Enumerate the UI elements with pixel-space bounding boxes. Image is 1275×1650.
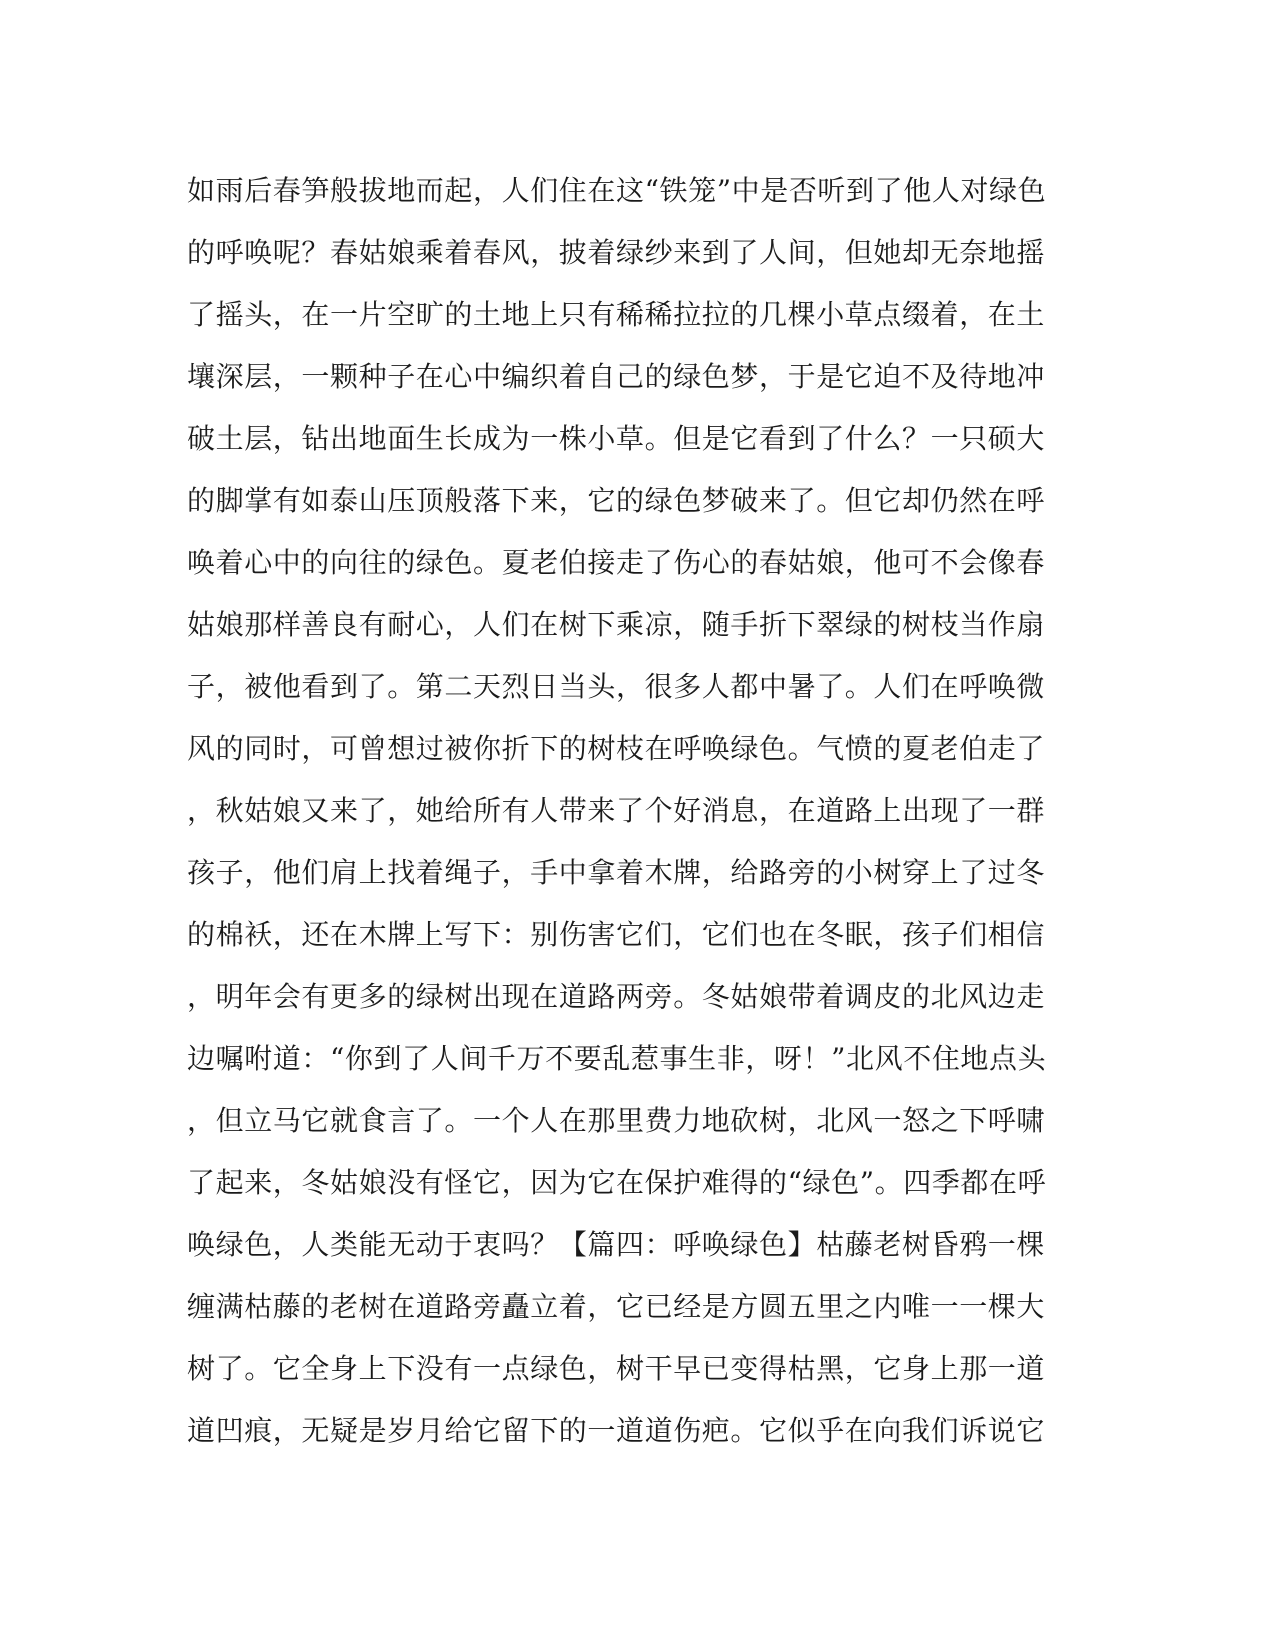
text-line: 唤着心中的向往的绿色。夏老伯接走了伤心的春姑娘，他可不会像春 (187, 546, 1046, 579)
text-line: 子，被他看到了。第二天烈日当头，很多人都中暑了。人们在呼唤微 (187, 670, 1046, 703)
text-line: 如雨后春笋般拔地而起，人们住在这“铁笼”中是否听到了他人对绿色 (187, 174, 1047, 207)
text-line: 树了。它全身上下没有一点绿色，树干早已变得枯黑，它身上那一道 (187, 1352, 1046, 1385)
text-line: 了起来，冬姑娘没有怪它，因为它在保护难得的“绿色”。四季都在呼 (187, 1166, 1047, 1199)
text-line: 了摇头，在一片空旷的土地上只有稀稀拉拉的几棵小草点缀着，在土 (187, 298, 1046, 331)
text-line: 道凹痕，无疑是岁月给它留下的一道道伤疤。它似乎在向我们诉说它 (187, 1414, 1046, 1447)
body-text (187, 160, 1047, 1462)
text-line: ，但立马它就食言了。一个人在那里费力地砍树，北风一怒之下呼啸 (187, 1104, 1046, 1137)
text-line: 唤绿色，人类能无动于衷吗？【篇四：呼唤绿色】枯藤老树昏鸦一棵 (187, 1228, 1046, 1261)
text-line: 缠满枯藤的老树在道路旁矗立着，它已经是方圆五里之内唯一一棵大 (187, 1290, 1046, 1323)
text-line: 的呼唤呢？春姑娘乘着春风，披着绿纱来到了人间，但她却无奈地摇 (187, 236, 1046, 269)
text-line: 的脚掌有如泰山压顶般落下来，它的绿色梦破来了。但它却仍然在呼 (187, 484, 1046, 517)
text-line: ，秋姑娘又来了，她给所有人带来了个好消息，在道路上出现了一群 (187, 794, 1046, 827)
text-line: ，明年会有更多的绿树出现在道路两旁。冬姑娘带着调皮的北风边走 (187, 980, 1046, 1013)
text-line: 破土层，钻出地面生长成为一株小草。但是它看到了什么？一只硕大 (187, 422, 1046, 455)
text-line: 孩子，他们肩上找着绳子，手中拿着木牌，给路旁的小树穿上了过冬 (187, 856, 1046, 889)
text-line: 的棉袄，还在木牌上写下：别伤害它们，它们也在冬眠，孩子们相信 (187, 918, 1046, 951)
text-line: 风的同时，可曾想过被你折下的树枝在呼唤绿色。气愤的夏老伯走了 (187, 732, 1046, 765)
text-line: 边嘱咐道：“你到了人间千万不要乱惹事生非，呀！”北风不住地点头 (187, 1042, 1047, 1075)
text-line: 壤深层，一颗种子在心中编织着自己的绿色梦，于是它迫不及待地冲 (187, 360, 1046, 393)
text-line: 姑娘那样善良有耐心，人们在树下乘凉，随手折下翠绿的树枝当作扇 (187, 608, 1046, 641)
